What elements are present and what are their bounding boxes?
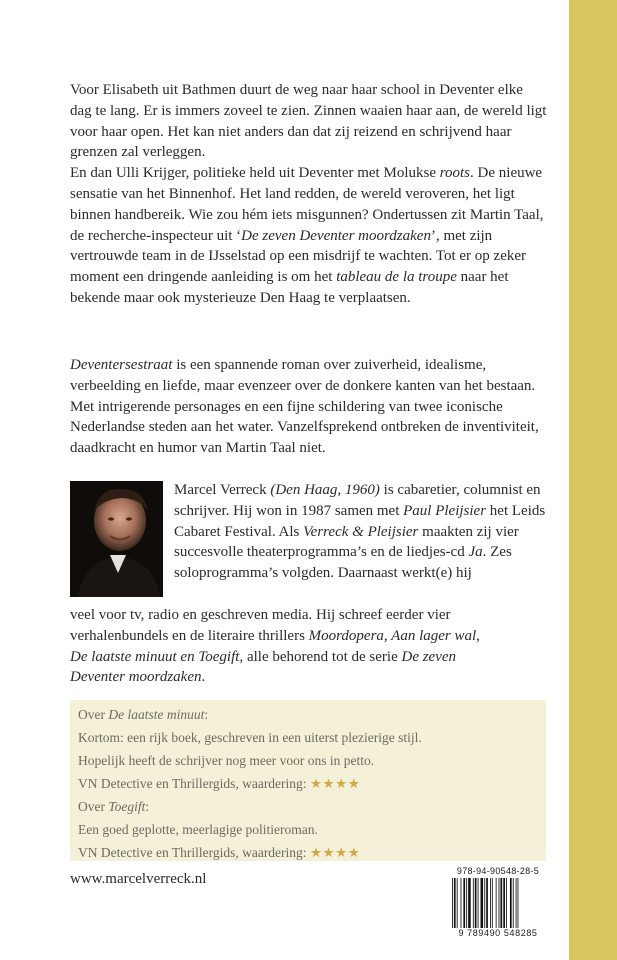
author-bio: Marcel Verreck (Den Haag, 1960) is cabaretier, columnist en schrijver. Hij won in 1987 samen met Paul Pleijsier het Leids Cabaret Festival. Als Verreck & Pleijsier maakten zij vier succesvolle theaterprogramma’s en de liedjes-cd Ja. Zes soloprogramma’s volgden. Daarnaast werkt(e) hij: [174, 482, 546, 582]
author-photo: [70, 481, 163, 597]
review-rating-2: VN Detective en Thrillergids, waardering: ★★★★: [78, 845, 361, 860]
intro-paragraph: Voor Elisabeth uit Bathmen duurt de weg naar haar school in Deventer elke dag te lang. Er is immers zoveel te zien. Zinnen waaien haar aan, de wereld ligt voor haar open. Het kan niet anders dan dat zij reizend en schrijvend haar grenzen zal verleggen. En dan Ulli Krijger, politieke held uit Deventer met Molukse roots. De nieuwe sensatie van het Binnenhof. Het land redden, de wereld veroveren, het ligt binnen handbereik. Wie zou hém iets misgunnen? Ondertussen zit Martin Taal, de recherche-inspecteur uit ‘De zeven Deventer moordzaken’, met zijn vertrouwde team in de IJsselstad op een misdrijf te wachten. Tot er op zeker moment een dringende aanleiding is om het tableau de la troupe naar het bekende maar ook mysterieuze Den Haag te verplaatsen.: [70, 82, 547, 306]
review-heading-1: Over De laatste minuut:: [78, 707, 209, 722]
review-quote-2: Hopelijk heeft de schrijver nog meer voor ons in petto.: [78, 753, 375, 768]
isbn-barcode: [448, 866, 548, 936]
author-website: www.marcelverreck.nl: [70, 871, 207, 887]
isbn-number: 978-94-90548-28-5: [456, 866, 540, 876]
summary-paragraph: Deventersestraat is een spannende roman over zuiverheid, idealisme, verbeelding en liefde, maar evenzeer over de donkere kanten van het bestaan. Met intrigerende personages en een fijne schildering van twee iconische Nederlandse steden aan het water. Vanzelfsprekend ontbreken de inventiviteit, daadkracht en humor van Martin Taal niet.: [70, 357, 539, 457]
review-rating-1: VN Detective en Thrillergids, waardering: ★★★★: [78, 776, 361, 791]
rating-stars-icon: ★★★★: [309, 776, 361, 791]
review-quote-3: Een goed geplotte, meerlagige politieroman.: [78, 822, 318, 837]
book-title: Deventersestraat: [70, 357, 173, 373]
review-quote-1: Kortom: een rijk boek, geschreven in een uiterst plezierige stijl.: [78, 730, 422, 745]
barcode-icon: [448, 878, 548, 928]
isbn-digits: 9 789490 548285: [458, 928, 538, 938]
book-spine: [569, 0, 617, 960]
author-bio-continued: veel voor tv, radio en geschreven media. Hij schreef eerder vier verhalenbundels en de literaire thrillers Moordopera, Aan lager wal, De laatste minuut en Toegift, alle behorend tot de serie De zeven Deventer moordzaken.: [70, 607, 480, 686]
review-quotes-box: [70, 700, 546, 861]
review-heading-2: Over Toegift:: [78, 799, 150, 814]
rating-stars-icon: ★★★★: [309, 845, 361, 860]
